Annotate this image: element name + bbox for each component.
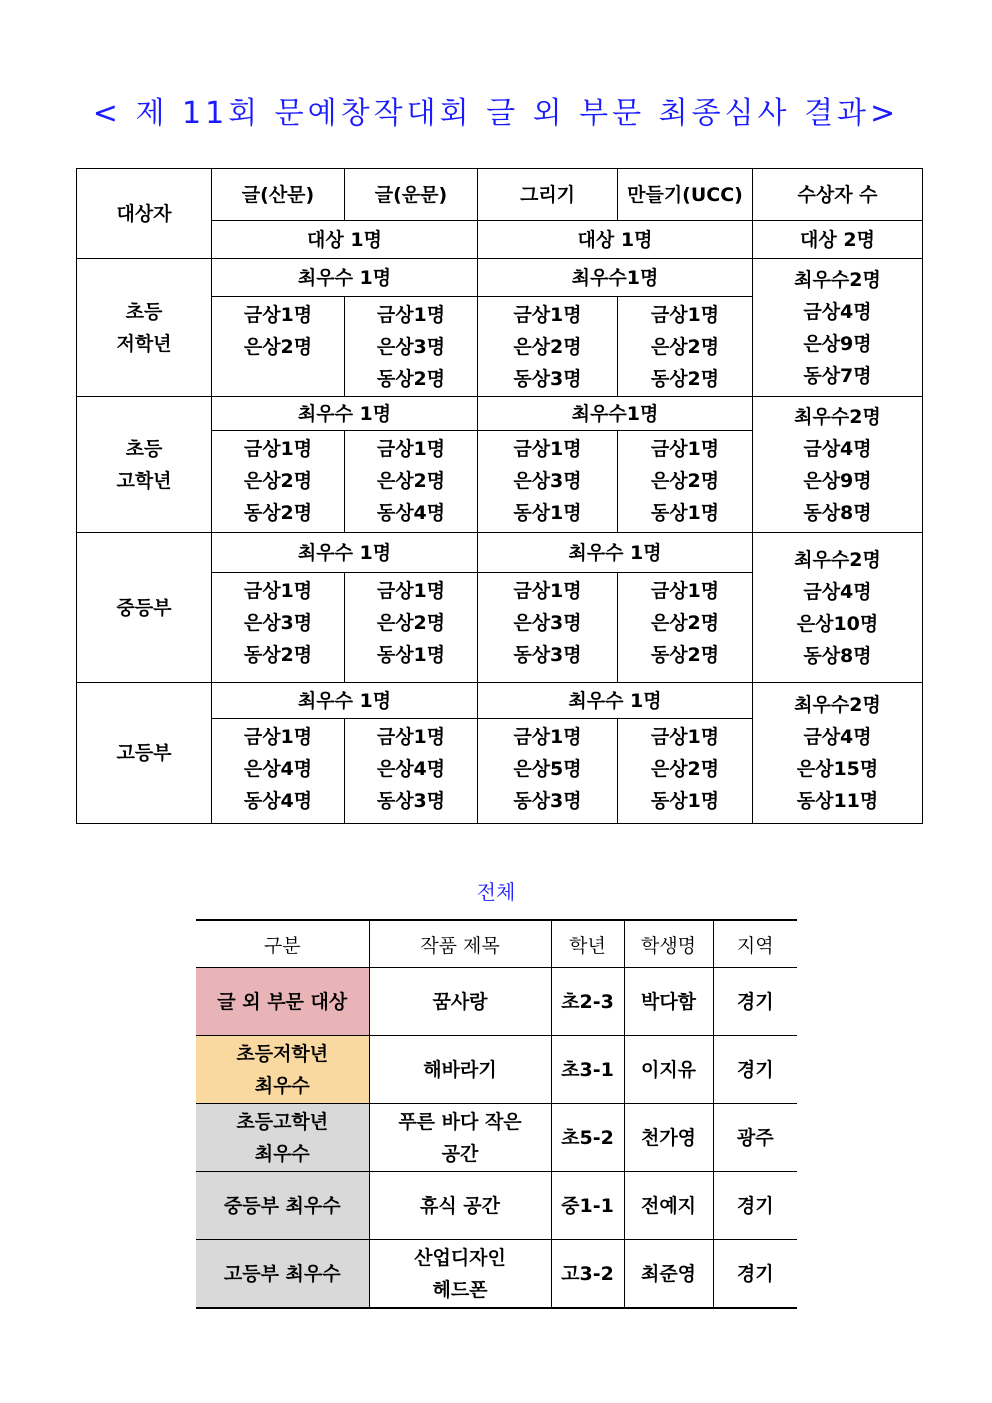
award-line: 금상1명 xyxy=(243,304,313,326)
col-drawing-header: 그리기 xyxy=(478,169,618,221)
best-art: 최우수1명 xyxy=(478,259,753,297)
best-art: 최우수 1명 xyxy=(478,533,753,573)
work-title-cell xyxy=(369,1240,551,1309)
category-line1: 초등저학년 xyxy=(236,1042,329,1065)
group-name xyxy=(77,533,212,683)
award-line: 금상1명 xyxy=(650,304,720,326)
grand-prize-total: 대상 2명 xyxy=(753,221,923,259)
target-header: 대상자 xyxy=(77,169,212,259)
category-cell xyxy=(196,1036,369,1104)
group-name-line1: 고등부 xyxy=(116,742,172,764)
award-line: 은상2명 xyxy=(376,470,446,492)
award-cell xyxy=(618,297,753,397)
award-line: 금상1명 xyxy=(243,726,313,748)
work-title-line2: 헤드폰 xyxy=(432,1278,488,1301)
col-prose-header: 글(산문) xyxy=(212,169,345,221)
best-writing: 최우수 1명 xyxy=(212,533,478,573)
col-verse-header: 글(운문) xyxy=(345,169,478,221)
group-name-line1: 초등 xyxy=(125,300,163,323)
best-art: 최우수1명 xyxy=(478,397,753,431)
group-name xyxy=(77,683,212,824)
group-name xyxy=(77,397,212,533)
award-line: 동상3명 xyxy=(376,790,446,812)
award-line: 은상4명 xyxy=(243,758,313,780)
award-line: 동상1명 xyxy=(650,790,720,812)
group-totals xyxy=(753,683,923,824)
award-cell xyxy=(618,431,753,533)
work-title-cell xyxy=(369,968,551,1036)
table-row xyxy=(196,968,797,1036)
summary-header-region: 지역 xyxy=(713,920,797,968)
award-line: 동상2명 xyxy=(650,644,720,666)
category-cell xyxy=(196,968,369,1036)
total-line: 은상9명 xyxy=(803,332,872,355)
total-line: 금상4명 xyxy=(803,437,872,460)
award-line: 금상1명 xyxy=(376,580,446,602)
total-line: 금상4명 xyxy=(803,726,872,748)
total-line: 동상11명 xyxy=(796,790,879,812)
award-line: 은상2명 xyxy=(376,612,446,634)
award-line: 은상5명 xyxy=(513,758,582,780)
student-name-cell: 천가영 xyxy=(624,1104,713,1172)
group-name-line1: 초등 xyxy=(125,437,163,460)
award-cell xyxy=(618,719,753,824)
work-title-line1: 산업디자인 xyxy=(414,1246,506,1269)
table-row xyxy=(196,1172,797,1240)
award-line: 동상2명 xyxy=(376,368,446,390)
group-name xyxy=(77,259,212,397)
work-title-line1: 휴식 공간 xyxy=(419,1194,501,1217)
award-line: 은상3명 xyxy=(513,612,582,634)
award-line: 금상1명 xyxy=(243,580,313,602)
award-line: 동상3명 xyxy=(513,368,582,390)
category-line1: 고등부 최우수 xyxy=(223,1262,341,1285)
region-cell: 경기 xyxy=(713,1172,797,1240)
group-totals xyxy=(753,397,923,533)
award-cell xyxy=(618,573,753,683)
award-line: 금상1명 xyxy=(376,304,446,326)
work-title-cell xyxy=(369,1104,551,1172)
award-line: 은상2명 xyxy=(243,470,313,492)
col-count-header: 수상자 수 xyxy=(753,169,923,221)
award-line xyxy=(212,363,344,395)
student-name-cell: 최준영 xyxy=(624,1240,713,1309)
summary-header-work-title: 작품 제목 xyxy=(369,920,551,968)
group-totals xyxy=(753,259,923,397)
award-line: 은상2명 xyxy=(513,336,582,358)
category-line1: 초등고학년 xyxy=(236,1110,329,1133)
grade-cell: 중1-1 xyxy=(551,1172,624,1240)
award-cell xyxy=(212,719,345,824)
award-line: 금상1명 xyxy=(650,438,720,460)
award-line: 은상3명 xyxy=(243,612,313,634)
award-line: 동상1명 xyxy=(650,502,720,524)
best-writing: 최우수 1명 xyxy=(212,259,478,297)
award-line: 은상3명 xyxy=(376,336,446,358)
best-art: 최우수 1명 xyxy=(478,683,753,719)
award-line: 동상2명 xyxy=(650,368,720,390)
total-line: 최우수2명 xyxy=(794,694,881,716)
award-cell xyxy=(478,573,618,683)
summary-header-student: 학생명 xyxy=(624,920,713,968)
group-name-line2: 고학년 xyxy=(116,469,172,492)
category-cell xyxy=(196,1104,369,1172)
total-line: 최우수2명 xyxy=(794,548,881,571)
total-line: 최우수2명 xyxy=(794,268,881,291)
student-name-cell: 이지유 xyxy=(624,1036,713,1104)
award-cell xyxy=(212,297,345,397)
region-cell: 경기 xyxy=(713,1240,797,1309)
award-line: 금상1명 xyxy=(513,726,582,748)
award-line: 동상1명 xyxy=(513,502,582,524)
total-line: 금상4명 xyxy=(803,580,872,603)
award-cell xyxy=(478,719,618,824)
award-cell xyxy=(478,431,618,533)
award-cell xyxy=(478,297,618,397)
award-line: 은상2명 xyxy=(243,336,313,358)
category-line2: 최우수 xyxy=(254,1074,310,1097)
award-line: 동상2명 xyxy=(243,644,313,666)
award-line: 금상1명 xyxy=(376,438,446,460)
work-title-line1: 꿈사랑 xyxy=(432,990,488,1013)
total-line: 동상7명 xyxy=(803,364,872,387)
award-cell xyxy=(212,573,345,683)
total-line: 동상8명 xyxy=(803,644,872,667)
work-title-cell xyxy=(369,1172,551,1240)
award-line: 은상3명 xyxy=(513,470,582,492)
work-title-line1: 해바라기 xyxy=(423,1058,497,1081)
summary-header-grade: 학년 xyxy=(551,920,624,968)
work-title-line1: 푸른 바다 작은 xyxy=(398,1110,522,1133)
award-cell xyxy=(345,719,478,824)
category-line1: 중등부 최우수 xyxy=(223,1194,341,1217)
work-title-cell xyxy=(369,1036,551,1104)
award-line: 은상2명 xyxy=(650,612,720,634)
grade-cell: 고3-2 xyxy=(551,1240,624,1309)
award-line: 동상4명 xyxy=(376,502,446,524)
award-line: 금상1명 xyxy=(376,726,446,748)
category-cell xyxy=(196,1172,369,1240)
award-line: 은상2명 xyxy=(650,336,720,358)
award-cell xyxy=(345,431,478,533)
region-cell: 광주 xyxy=(713,1104,797,1172)
student-name-cell: 전예지 xyxy=(624,1172,713,1240)
grade-cell: 초3-1 xyxy=(551,1036,624,1104)
grand-prize-writing: 대상 1명 xyxy=(212,221,478,259)
table-row xyxy=(196,1104,797,1172)
region-cell: 경기 xyxy=(713,968,797,1036)
award-line: 동상3명 xyxy=(513,644,582,666)
best-writing: 최우수 1명 xyxy=(212,397,478,431)
summary-title: 전체 xyxy=(476,880,516,904)
award-line: 금상1명 xyxy=(513,304,582,326)
total-line: 은상15명 xyxy=(796,758,879,780)
best-writing: 최우수 1명 xyxy=(212,683,478,719)
award-line: 동상3명 xyxy=(513,790,582,812)
category-line1: 글 외 부문 대상 xyxy=(217,990,348,1013)
award-cell xyxy=(345,297,478,397)
award-line: 금상1명 xyxy=(243,438,313,460)
category-line2: 최우수 xyxy=(254,1142,310,1165)
grand-prize-art: 대상 1명 xyxy=(478,221,753,259)
award-line: 은상2명 xyxy=(650,470,720,492)
category-cell xyxy=(196,1240,369,1309)
award-line: 동상2명 xyxy=(243,502,313,524)
group-totals xyxy=(753,533,923,683)
grade-cell: 초2-3 xyxy=(551,968,624,1036)
award-line: 금상1명 xyxy=(513,580,582,602)
award-line: 은상2명 xyxy=(650,758,720,780)
total-line: 최우수2명 xyxy=(794,405,881,428)
student-name-cell: 박다함 xyxy=(624,968,713,1036)
grade-cell: 초5-2 xyxy=(551,1104,624,1172)
award-cell xyxy=(212,431,345,533)
page-title: < 제 11회 문예창작대회 글 외 부문 최종심사 결과> xyxy=(92,96,900,131)
award-line: 동상1명 xyxy=(376,644,446,666)
results-table xyxy=(76,168,923,824)
award-line: 동상4명 xyxy=(243,790,313,812)
award-line: 은상4명 xyxy=(376,758,446,780)
award-line: 금상1명 xyxy=(650,726,720,748)
total-line: 은상9명 xyxy=(803,469,872,492)
total-line: 은상10명 xyxy=(796,612,879,635)
work-title-line2: 공간 xyxy=(441,1142,479,1165)
award-line: 금상1명 xyxy=(650,580,720,602)
award-cell xyxy=(345,573,478,683)
table-row xyxy=(196,1240,797,1309)
total-line: 금상4명 xyxy=(803,300,872,323)
group-name-line1: 중등부 xyxy=(116,596,172,619)
group-name-line2: 저학년 xyxy=(116,332,172,355)
region-cell: 경기 xyxy=(713,1036,797,1104)
col-making-header: 만들기(UCC) xyxy=(618,169,753,221)
table-row xyxy=(196,1036,797,1104)
summary-header-category: 구분 xyxy=(196,920,369,968)
summary-table xyxy=(196,919,797,1309)
award-line: 금상1명 xyxy=(513,438,582,460)
total-line: 동상8명 xyxy=(803,501,872,524)
